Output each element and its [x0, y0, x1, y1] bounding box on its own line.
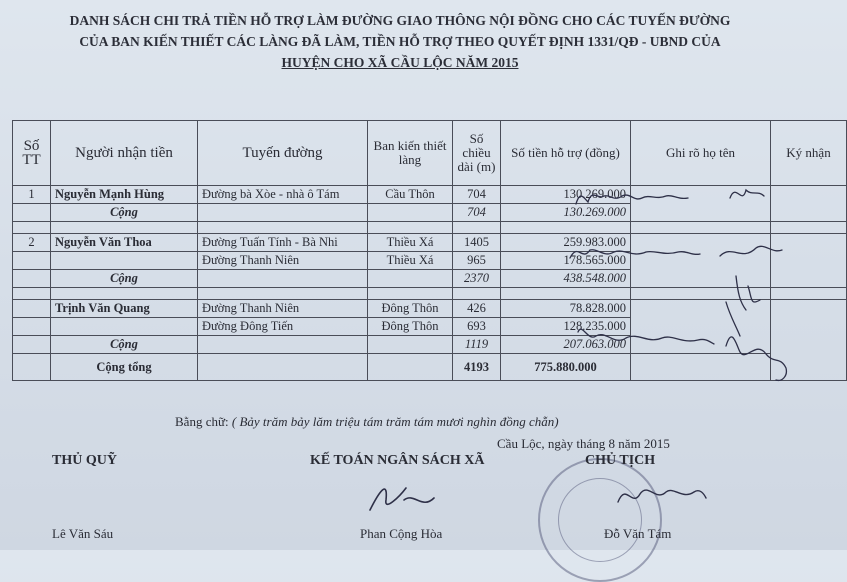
signature-hung	[730, 190, 764, 198]
grand-total-amount: 775.880.000	[501, 354, 631, 381]
subtotal-label: Cộng	[51, 336, 198, 354]
cell-board: Đông Thôn	[368, 318, 453, 336]
col-header-recipient: Người nhận tiền	[51, 121, 198, 186]
cell-board: Đông Thôn	[368, 300, 453, 318]
subtotal-label: Cộng	[51, 204, 198, 222]
col-header-stt: Số TT	[13, 121, 51, 186]
subtotal-length: 2370	[453, 270, 501, 288]
col-header-name-note: Ghi rõ họ tên	[631, 121, 771, 186]
handwritten-name-thoa	[570, 250, 700, 258]
place-date: Cầu Lộc, ngày tháng 8 năm 2015	[497, 436, 670, 451]
cell-recipient: Nguyễn Mạnh Hùng	[51, 186, 198, 204]
document-title	[20, 10, 780, 73]
cell-recipient: Nguyễn Văn Thoa	[51, 234, 198, 252]
title-line-1: DANH SÁCH CHI TRẢ TIỀN HỖ TRỢ LÀM ĐƯỜNG GIAO THÔNG NỘI ĐỒNG CHO CÁC TUYẾN ĐƯỜNG	[69, 13, 731, 28]
col-header-signature: Ký nhận	[771, 121, 847, 186]
title-line-3: HUYỆN CHO XÃ CẦU LỘC NĂM 2015	[281, 55, 519, 70]
cell-board: Cầu Thôn	[368, 186, 453, 204]
col-header-route: Tuyến đường	[198, 121, 368, 186]
cell-board: Thiều Xá	[368, 252, 453, 270]
subtotal-amount: 438.548.000	[501, 270, 631, 288]
chair-title: CHỦ TỊCH	[585, 453, 656, 468]
subtotal-amount: 207.063.000	[501, 336, 631, 354]
handwritten-signatures	[560, 176, 795, 406]
handwritten-name-quang	[578, 329, 714, 344]
subtotal-length: 1119	[453, 336, 501, 354]
cell-stt: 2	[13, 234, 51, 252]
cell-amount: 78.828.000	[501, 300, 631, 318]
cell-recipient: Trịnh Văn Quang	[51, 300, 198, 318]
accountant-title: KẾ TOÁN NGÂN SÁCH XÃ	[310, 453, 485, 468]
cell-route: Đường Tuấn Tính - Bà Nhi	[198, 234, 368, 252]
cell-length: 704	[453, 186, 501, 204]
subtotal-label: Cộng	[51, 270, 198, 288]
cell-amount: 259.983.000	[501, 234, 631, 252]
grand-total-label: Cộng tổng	[51, 354, 198, 381]
cell-board: Thiều Xá	[368, 234, 453, 252]
cell-length: 965	[453, 252, 501, 270]
accountant-name: Phan Cộng Hòa	[360, 526, 443, 541]
title-line-2: CỦA BAN KIẾN THIẾT CÁC LÀNG ĐÃ LÀM, TIỀN HỖ TRỢ THEO QUYẾT ĐỊNH 1331/QĐ - UBND CỦA	[79, 34, 721, 49]
cell-length: 693	[453, 318, 501, 336]
col-header-amount: Số tiền hỗ trợ (đồng)	[501, 121, 631, 186]
chair-name: Đỗ Văn Tám	[604, 526, 672, 541]
cell-route: Đường Thanh Niên	[198, 252, 368, 270]
amount-in-words-value: ( Bảy trăm bảy lăm triệu tám trăm tám mươi nghìn đồng chẵn)	[231, 414, 559, 429]
amount-in-words	[175, 414, 559, 430]
treasurer-name: Lê Văn Sáu	[52, 526, 114, 541]
signature-thoa	[720, 246, 782, 336]
chair-signature	[610, 472, 710, 517]
col-header-length: Số chiều dài (m)	[453, 121, 501, 186]
subtotal-length: 704	[453, 204, 501, 222]
treasurer-title: THỦ QUỸ	[52, 453, 117, 468]
cell-stt: 1	[13, 186, 51, 204]
cell-route: Đường bà Xòe - nhà ô Tám	[198, 186, 368, 204]
cell-route: Đường Đông Tiến	[198, 318, 368, 336]
grand-total-length: 4193	[453, 354, 501, 381]
col-header-board: Ban kiến thiết làng	[368, 121, 453, 186]
cell-amount: 130.269.000	[501, 186, 631, 204]
cell-amount: 178.565.000	[501, 252, 631, 270]
accountant-signature	[360, 470, 440, 520]
cell-length: 426	[453, 300, 501, 318]
cell-stt	[13, 300, 51, 318]
amount-in-words-label: Bằng chữ:	[175, 414, 229, 429]
signature-quang	[726, 337, 786, 380]
cell-length: 1405	[453, 234, 501, 252]
cell-amount: 128.235.000	[501, 318, 631, 336]
handwritten-name-hung	[576, 195, 688, 204]
cell-route: Đường Thanh Niên	[198, 300, 368, 318]
subtotal-amount: 130.269.000	[501, 204, 631, 222]
